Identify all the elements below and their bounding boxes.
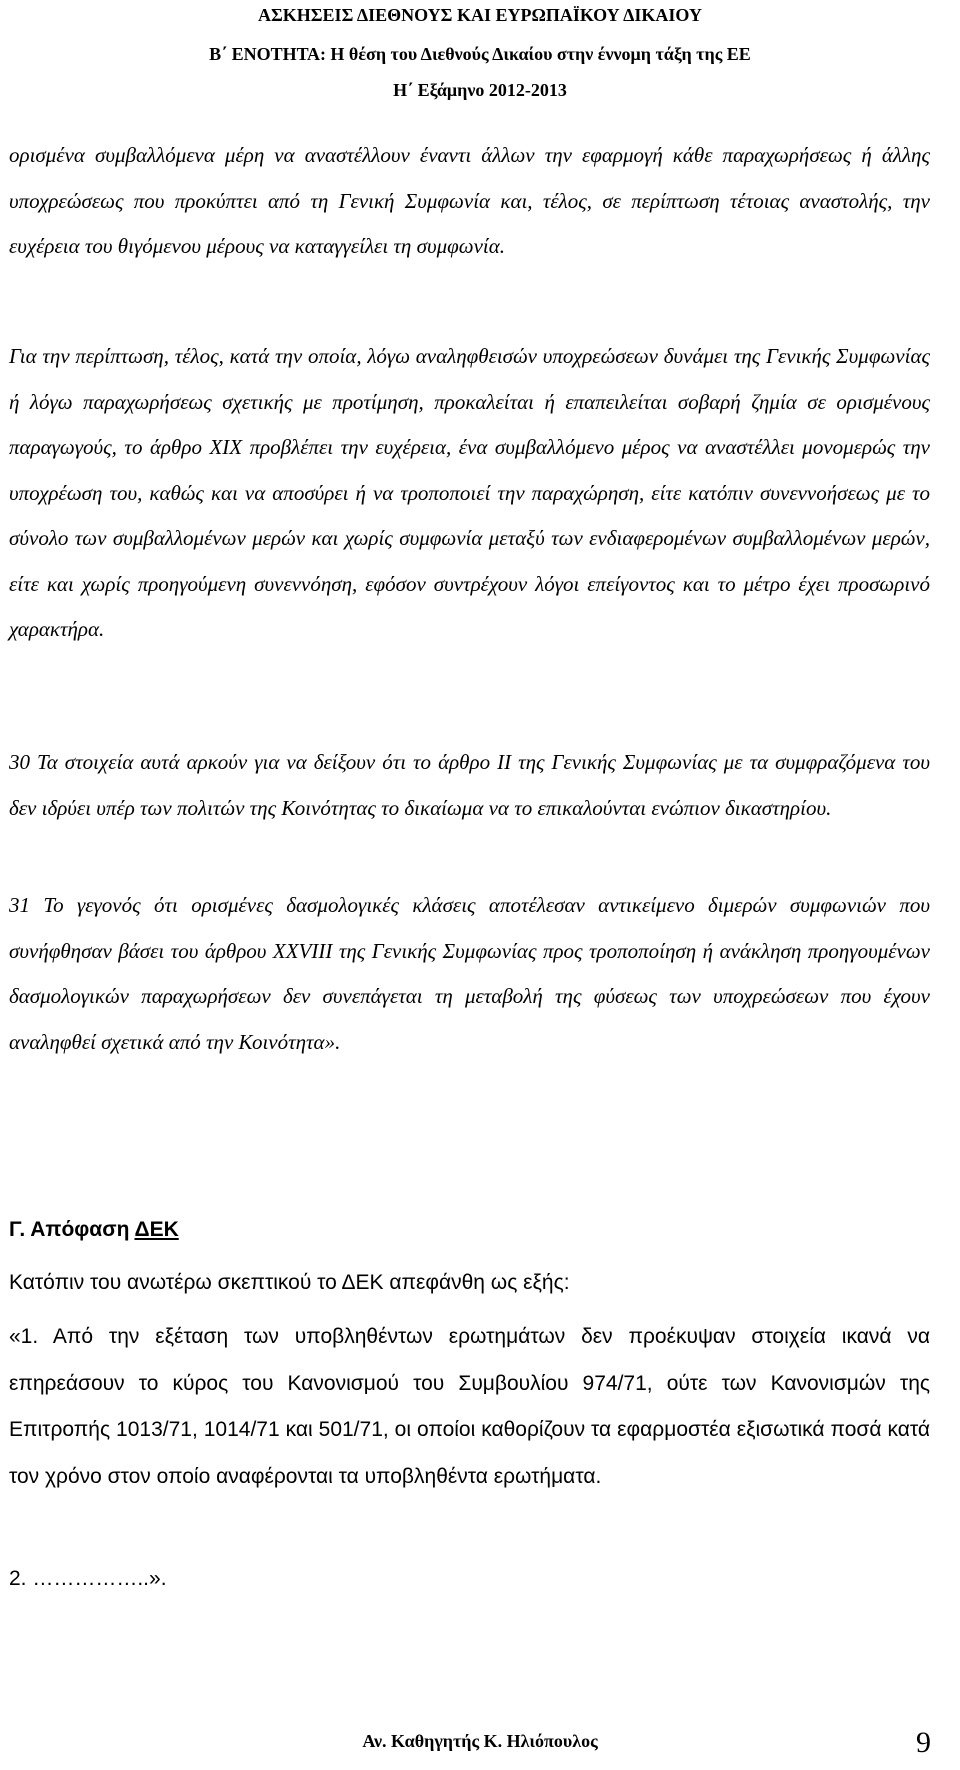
header-semester: Η΄ Εξάμηνο 2012-2013 — [393, 80, 567, 100]
footer-author: Αν. Καθηγητής Κ. Ηλιόπουλος — [362, 1731, 598, 1751]
ruling-intro: Κατόπιν του ανωτέρω σκεπτικού το ΔΕΚ απεφάνθη ως εξής: — [9, 1271, 570, 1294]
ruling-point-1: «1. Από την εξέταση των υποβληθέντων ερωτημάτων δεν προέκυψαν στοιχεία ικανά να επηρεάσουν το κύρος του Κανονισμού του Συμβουλίου 974/71, ούτε των Κανονισμών της Επιτροπής 1013/71, 1014/71 και 501/71, οι οποίοι καθορίζουν τα εφαρμοστέα εξισωτικά ποσά κατά τον χρόνο στον οποίο αναφέρονται τα υποβληθέντα ερωτήματα. — [9, 1325, 930, 1488]
section-heading-prefix: Γ. Απόφαση — [9, 1218, 135, 1241]
paragraph-article-xix: Για την περίπτωση, τέλος, κατά την οποία, λόγω αναληφθεισών υποχρεώσεων δυνάμει της Γενικής Συμφωνίας ή λόγω παραχωρήσεως σχετικής με προτίμηση, προκαλείται ή επαπειλείται σοβαρή ζημία σε ορισμένους παραγωγούς, το άρθρο XIX προβλέπει την ευχέρεια, ένα συμβαλλόμενο μέρος να αναστέλλει μονομερώς την υποχρέωση του, καθώς και να αποσύρει ή να τροποποιεί την παραχώρηση, είτε κατόπιν συνεννοήσεως με το σύνολο των συμβαλλομένων μερών και χωρίς συμφωνία μεταξύ των ενδιαφερομένων συμβαλλομένων μερών, είτε και χωρίς προηγούμενη συνεννόηση, εφόσον συντρέχουν λόγοι επείγοντος και το μέτρο έχει προσωρινό χαρακτήρα. — [9, 344, 930, 641]
page-number: 9 — [916, 1726, 931, 1759]
paragraph-continuation: ορισμένα συμβαλλόμενα μέρη να αναστέλλουν έναντι άλλων την εφαρμογή κάθε παραχωρήσεως ή άλλης υποχρεώσεως που προκύπτει από τη Γενική Συμφωνία και, τέλος, σε περίπτωση τέτοιας αναστολής, την ευχέρεια του θιγόμενου μέρους να καταγγείλει τη συμφωνία. — [9, 143, 930, 258]
header-course-title: ΑΣΚΗΣΕΙΣ ΔΙΕΘΝΟΥΣ ΚΑΙ ΕΥΡΩΠΑΪΚΟΥ ΔΙΚΑΙΟΥ — [258, 5, 702, 25]
section-heading-underlined: ΔΕΚ — [134, 1218, 179, 1241]
header-unit-title: Β΄ ΕΝΟΤΗΤΑ: Η θέση του Διεθνούς Δικαίου στην έννομη τάξη της ΕΕ — [209, 44, 751, 64]
section-heading — [9, 1218, 179, 1242]
paragraph-31: 31 Το γεγονός ότι ορισμένες δασμολογικές κλάσεις αποτέλεσαν αντικείμενο διμερών συμφωνιών που συνήφθησαν βάσει του άρθρου XXVIII της Γενικής Συμφωνίας προς τροποποίηση ή ανάκληση προηγουμένων δασμολογικών παραχωρήσεων δεν συνεπάγεται τη μεταβολή της φύσεως των υποχρεώσεων που έχουν αναληφθεί σχετικά από την Κοινότητα». — [9, 893, 930, 1054]
ruling-point-2: 2. ……………..». — [9, 1567, 167, 1590]
paragraph-30: 30 Τα στοιχεία αυτά αρκούν για να δείξουν ότι το άρθρο ΙΙ της Γενικής Συμφωνίας με τα συμφραζόμενα του δεν ιδρύει υπέρ των πολιτών της Κοινότητας το δικαίωμα να το επικαλούνται ενώπιον δικαστηρίου. — [9, 750, 930, 820]
